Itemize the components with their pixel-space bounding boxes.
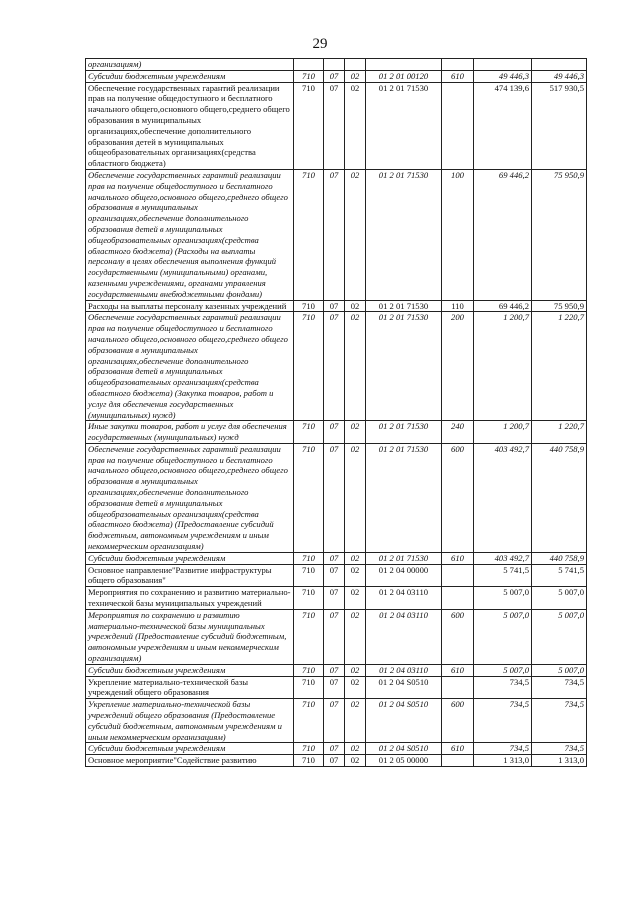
row-sum-year1-cell: 474 139,6 [474, 82, 532, 169]
row-sum-year1-cell: 403 492,7 [474, 443, 532, 552]
table-row [86, 755, 587, 767]
row-sum-year1-cell: 734,5 [474, 699, 532, 743]
row-cs-cell: 01 2 04 S0510 [366, 743, 442, 755]
row-gr-cell: 710 [294, 70, 324, 82]
row-sum-year1-cell: 5 007,0 [474, 587, 532, 610]
row-rz-cell: 07 [324, 169, 345, 300]
page-number: 29 [312, 36, 328, 52]
row-gr-cell: 710 [294, 664, 324, 676]
row-gr-cell: 710 [294, 169, 324, 300]
row-gr-cell: 710 [294, 587, 324, 610]
row-sum-year2-cell: 5 007,0 [532, 587, 587, 610]
table-row [86, 664, 587, 676]
row-rz-cell: 07 [324, 70, 345, 82]
row-sum-year2-cell: 440 758,9 [532, 552, 587, 564]
row-pr-cell: 02 [345, 743, 366, 755]
row-cs-cell: 01 2 04 03110 [366, 664, 442, 676]
table-row [86, 676, 587, 699]
row-pr-cell: 02 [345, 169, 366, 300]
row-pr-cell: 02 [345, 676, 366, 699]
row-sum-year2-cell: 49 446,3 [532, 70, 587, 82]
row-pr-cell: 02 [345, 82, 366, 169]
row-name-cell: Субсидии бюджетным учреждениям [86, 664, 294, 676]
row-sum-year1-cell: 1 313,0 [474, 755, 532, 767]
row-gr-cell: 710 [294, 312, 324, 421]
row-vr-cell: 100 [442, 169, 474, 300]
row-rz-cell: 07 [324, 664, 345, 676]
row-sum-year2-cell: 1 313,0 [532, 755, 587, 767]
row-cs-cell: 01 2 04 00000 [366, 564, 442, 587]
table-row [86, 421, 587, 444]
row-cs-cell: 01 2 01 71530 [366, 312, 442, 421]
row-pr-cell: 02 [345, 609, 366, 664]
row-rz-cell: 07 [324, 552, 345, 564]
row-name-cell: Мероприятия по сохранению и развитию материально-технической базы муниципальных учреждений (Предоставление субсидий бюджетным, автономным учреждениям и иным некоммерческим организациям) [86, 609, 294, 664]
row-pr-cell: 02 [345, 300, 366, 312]
row-gr-cell: 710 [294, 82, 324, 169]
row-name-cell: Субсидии бюджетным учреждениям [86, 552, 294, 564]
row-cs-cell: 01 2 01 71530 [366, 82, 442, 169]
row-vr-cell: 200 [442, 312, 474, 421]
table-row [86, 169, 587, 300]
row-name-cell: Обеспечение государственных гарантий реализации прав на получение общедоступного и бесплатного начального общего,основного общего,среднего общего образования в муниципальных организациях,обеспечение дополнительного образования детей в муниципальных общеобразовательных организациях(средства областного бюджета) (Закупка товаров, работ и услуг для обеспечения государственных (муниципальных) нужд) [86, 312, 294, 421]
row-sum-year2-cell: 5 007,0 [532, 609, 587, 664]
row-pr-cell: 02 [345, 443, 366, 552]
row-sum-year2-cell: 440 758,9 [532, 443, 587, 552]
row-pr-cell: 02 [345, 564, 366, 587]
row-vr-cell [442, 59, 474, 71]
row-sum-year1-cell: 734,5 [474, 676, 532, 699]
row-cs-cell: 01 2 04 S0510 [366, 676, 442, 699]
row-pr-cell: 02 [345, 587, 366, 610]
row-gr-cell: 710 [294, 300, 324, 312]
row-gr-cell: 710 [294, 699, 324, 743]
row-cs-cell: 01 2 04 03110 [366, 609, 442, 664]
row-rz-cell: 07 [324, 564, 345, 587]
row-sum-year1-cell: 403 492,7 [474, 552, 532, 564]
row-cs-cell: 01 2 01 71530 [366, 300, 442, 312]
row-gr-cell: 710 [294, 755, 324, 767]
row-name-cell: Мероприятия по сохранению и развитию материально-технической базы муниципальных учреждений [86, 587, 294, 610]
row-pr-cell: 02 [345, 552, 366, 564]
row-sum-year1-cell [474, 59, 532, 71]
row-sum-year2-cell: 734,5 [532, 676, 587, 699]
row-sum-year1-cell: 1 200,7 [474, 312, 532, 421]
row-vr-cell [442, 755, 474, 767]
row-gr-cell: 710 [294, 564, 324, 587]
row-pr-cell: 02 [345, 664, 366, 676]
row-rz-cell: 07 [324, 676, 345, 699]
row-vr-cell: 600 [442, 443, 474, 552]
row-rz-cell: 07 [324, 755, 345, 767]
row-cs-cell: 01 2 04 S0510 [366, 699, 442, 743]
row-name-cell: Субсидии бюджетным учреждениям [86, 70, 294, 82]
table-row [86, 609, 587, 664]
row-gr-cell: 710 [294, 676, 324, 699]
row-sum-year2-cell: 75 950,9 [532, 300, 587, 312]
row-sum-year1-cell: 1 200,7 [474, 421, 532, 444]
table-row [86, 82, 587, 169]
row-gr-cell [294, 59, 324, 71]
table-row [86, 443, 587, 552]
table-row [86, 587, 587, 610]
row-cs-cell: 01 2 04 03110 [366, 587, 442, 610]
table-row [86, 564, 587, 587]
row-cs-cell: 01 2 01 71530 [366, 169, 442, 300]
row-rz-cell: 07 [324, 300, 345, 312]
row-vr-cell: 600 [442, 699, 474, 743]
row-sum-year2-cell [532, 59, 587, 71]
row-sum-year1-cell: 5 007,0 [474, 609, 532, 664]
row-sum-year1-cell: 5 007,0 [474, 664, 532, 676]
row-gr-cell: 710 [294, 609, 324, 664]
table-row [86, 300, 587, 312]
table-row [86, 699, 587, 743]
row-vr-cell: 240 [442, 421, 474, 444]
table-row [86, 312, 587, 421]
table-body [86, 59, 587, 767]
row-vr-cell [442, 676, 474, 699]
row-pr-cell: 02 [345, 421, 366, 444]
row-sum-year2-cell: 5 007,0 [532, 664, 587, 676]
row-pr-cell: 02 [345, 755, 366, 767]
row-cs-cell: 01 2 01 71530 [366, 443, 442, 552]
row-sum-year2-cell: 734,5 [532, 743, 587, 755]
row-sum-year2-cell: 734,5 [532, 699, 587, 743]
row-rz-cell [324, 59, 345, 71]
row-pr-cell: 02 [345, 312, 366, 421]
row-sum-year2-cell: 5 741,5 [532, 564, 587, 587]
row-name-cell: Расходы на выплаты персоналу казенных учреждений [86, 300, 294, 312]
row-rz-cell: 07 [324, 587, 345, 610]
row-sum-year2-cell: 75 950,9 [532, 169, 587, 300]
row-rz-cell: 07 [324, 699, 345, 743]
row-cs-cell: 01 2 01 71530 [366, 552, 442, 564]
row-name-cell: Иные закупки товаров, работ и услуг для обеспечения государственных (муниципальных) нужд [86, 421, 294, 444]
row-rz-cell: 07 [324, 743, 345, 755]
row-vr-cell [442, 564, 474, 587]
row-rz-cell: 07 [324, 443, 345, 552]
row-vr-cell [442, 82, 474, 169]
row-sum-year1-cell: 734,5 [474, 743, 532, 755]
row-sum-year1-cell: 69 446,2 [474, 300, 532, 312]
row-sum-year1-cell: 49 446,3 [474, 70, 532, 82]
row-gr-cell: 710 [294, 421, 324, 444]
row-name-cell: Обеспечение государственных гарантий реализации прав на получение общедоступного и бесплатного начального общего,основного общего,среднего общего образования в муниципальных организациях,обеспечение дополнительного образования детей в муниципальных общеобразовательных организациях(средства областного бюджета) (Предоставление субсидий бюджетным, автономным учреждениям и иным некоммерческим организациям) [86, 443, 294, 552]
row-pr-cell: 02 [345, 70, 366, 82]
row-cs-cell: 01 2 05 00000 [366, 755, 442, 767]
row-sum-year2-cell: 517 930,5 [532, 82, 587, 169]
row-vr-cell: 110 [442, 300, 474, 312]
row-gr-cell: 710 [294, 743, 324, 755]
row-vr-cell: 610 [442, 664, 474, 676]
row-sum-year1-cell: 5 741,5 [474, 564, 532, 587]
row-cs-cell: 01 2 01 71530 [366, 421, 442, 444]
row-gr-cell: 710 [294, 552, 324, 564]
row-rz-cell: 07 [324, 421, 345, 444]
row-name-cell: Субсидии бюджетным учреждениям [86, 743, 294, 755]
row-name-cell: Укрепление материально-технической базы учреждений общего образования (Предоставление субсидий бюджетным, автономным учреждениям и иным некоммерческим организациям) [86, 699, 294, 743]
row-cs-cell [366, 59, 442, 71]
row-rz-cell: 07 [324, 609, 345, 664]
row-vr-cell: 600 [442, 609, 474, 664]
row-rz-cell: 07 [324, 312, 345, 421]
row-pr-cell [345, 59, 366, 71]
row-name-cell: организациям) [86, 59, 294, 71]
row-vr-cell: 610 [442, 552, 474, 564]
table-row [86, 743, 587, 755]
row-rz-cell: 07 [324, 82, 345, 169]
table-row [86, 59, 587, 71]
table-row [86, 70, 587, 82]
row-pr-cell: 02 [345, 699, 366, 743]
row-name-cell: Основное направление"Развитие инфраструктуры общего образования" [86, 564, 294, 587]
row-name-cell: Обеспечение государственных гарантий реализации прав на получение общедоступного и бесплатного начального общего,основного общего,среднего общего образования в муниципальных организациях,обеспечение дополнительного образования детей в муниципальных общеобразовательных организациях(средства областного бюджета) (Расходы на выплаты персоналу в целях обеспечения выполнения функций государственными (муниципальными) органами, казенными учреждениями, органами управления государственными внебюджетными фондами) [86, 169, 294, 300]
row-sum-year2-cell: 1 220,7 [532, 312, 587, 421]
row-sum-year2-cell: 1 220,7 [532, 421, 587, 444]
row-name-cell: Обеспечение государственных гарантий реализации прав на получение общедоступного и бесплатного начального общего,основного общего,среднего общего образования в муниципальных организациях,обеспечение дополнительного образования детей в муниципальных общеобразовательных организациях(средства областного бюджета) [86, 82, 294, 169]
budget-table [85, 58, 587, 767]
row-sum-year1-cell: 69 446,2 [474, 169, 532, 300]
row-gr-cell: 710 [294, 443, 324, 552]
row-cs-cell: 01 2 01 00120 [366, 70, 442, 82]
row-vr-cell: 610 [442, 70, 474, 82]
row-vr-cell [442, 587, 474, 610]
row-name-cell: Укрепление материально-технической базы учреждений общего образования [86, 676, 294, 699]
row-name-cell: Основное мероприятие"Содействие развитию [86, 755, 294, 767]
table-row [86, 552, 587, 564]
row-vr-cell: 610 [442, 743, 474, 755]
